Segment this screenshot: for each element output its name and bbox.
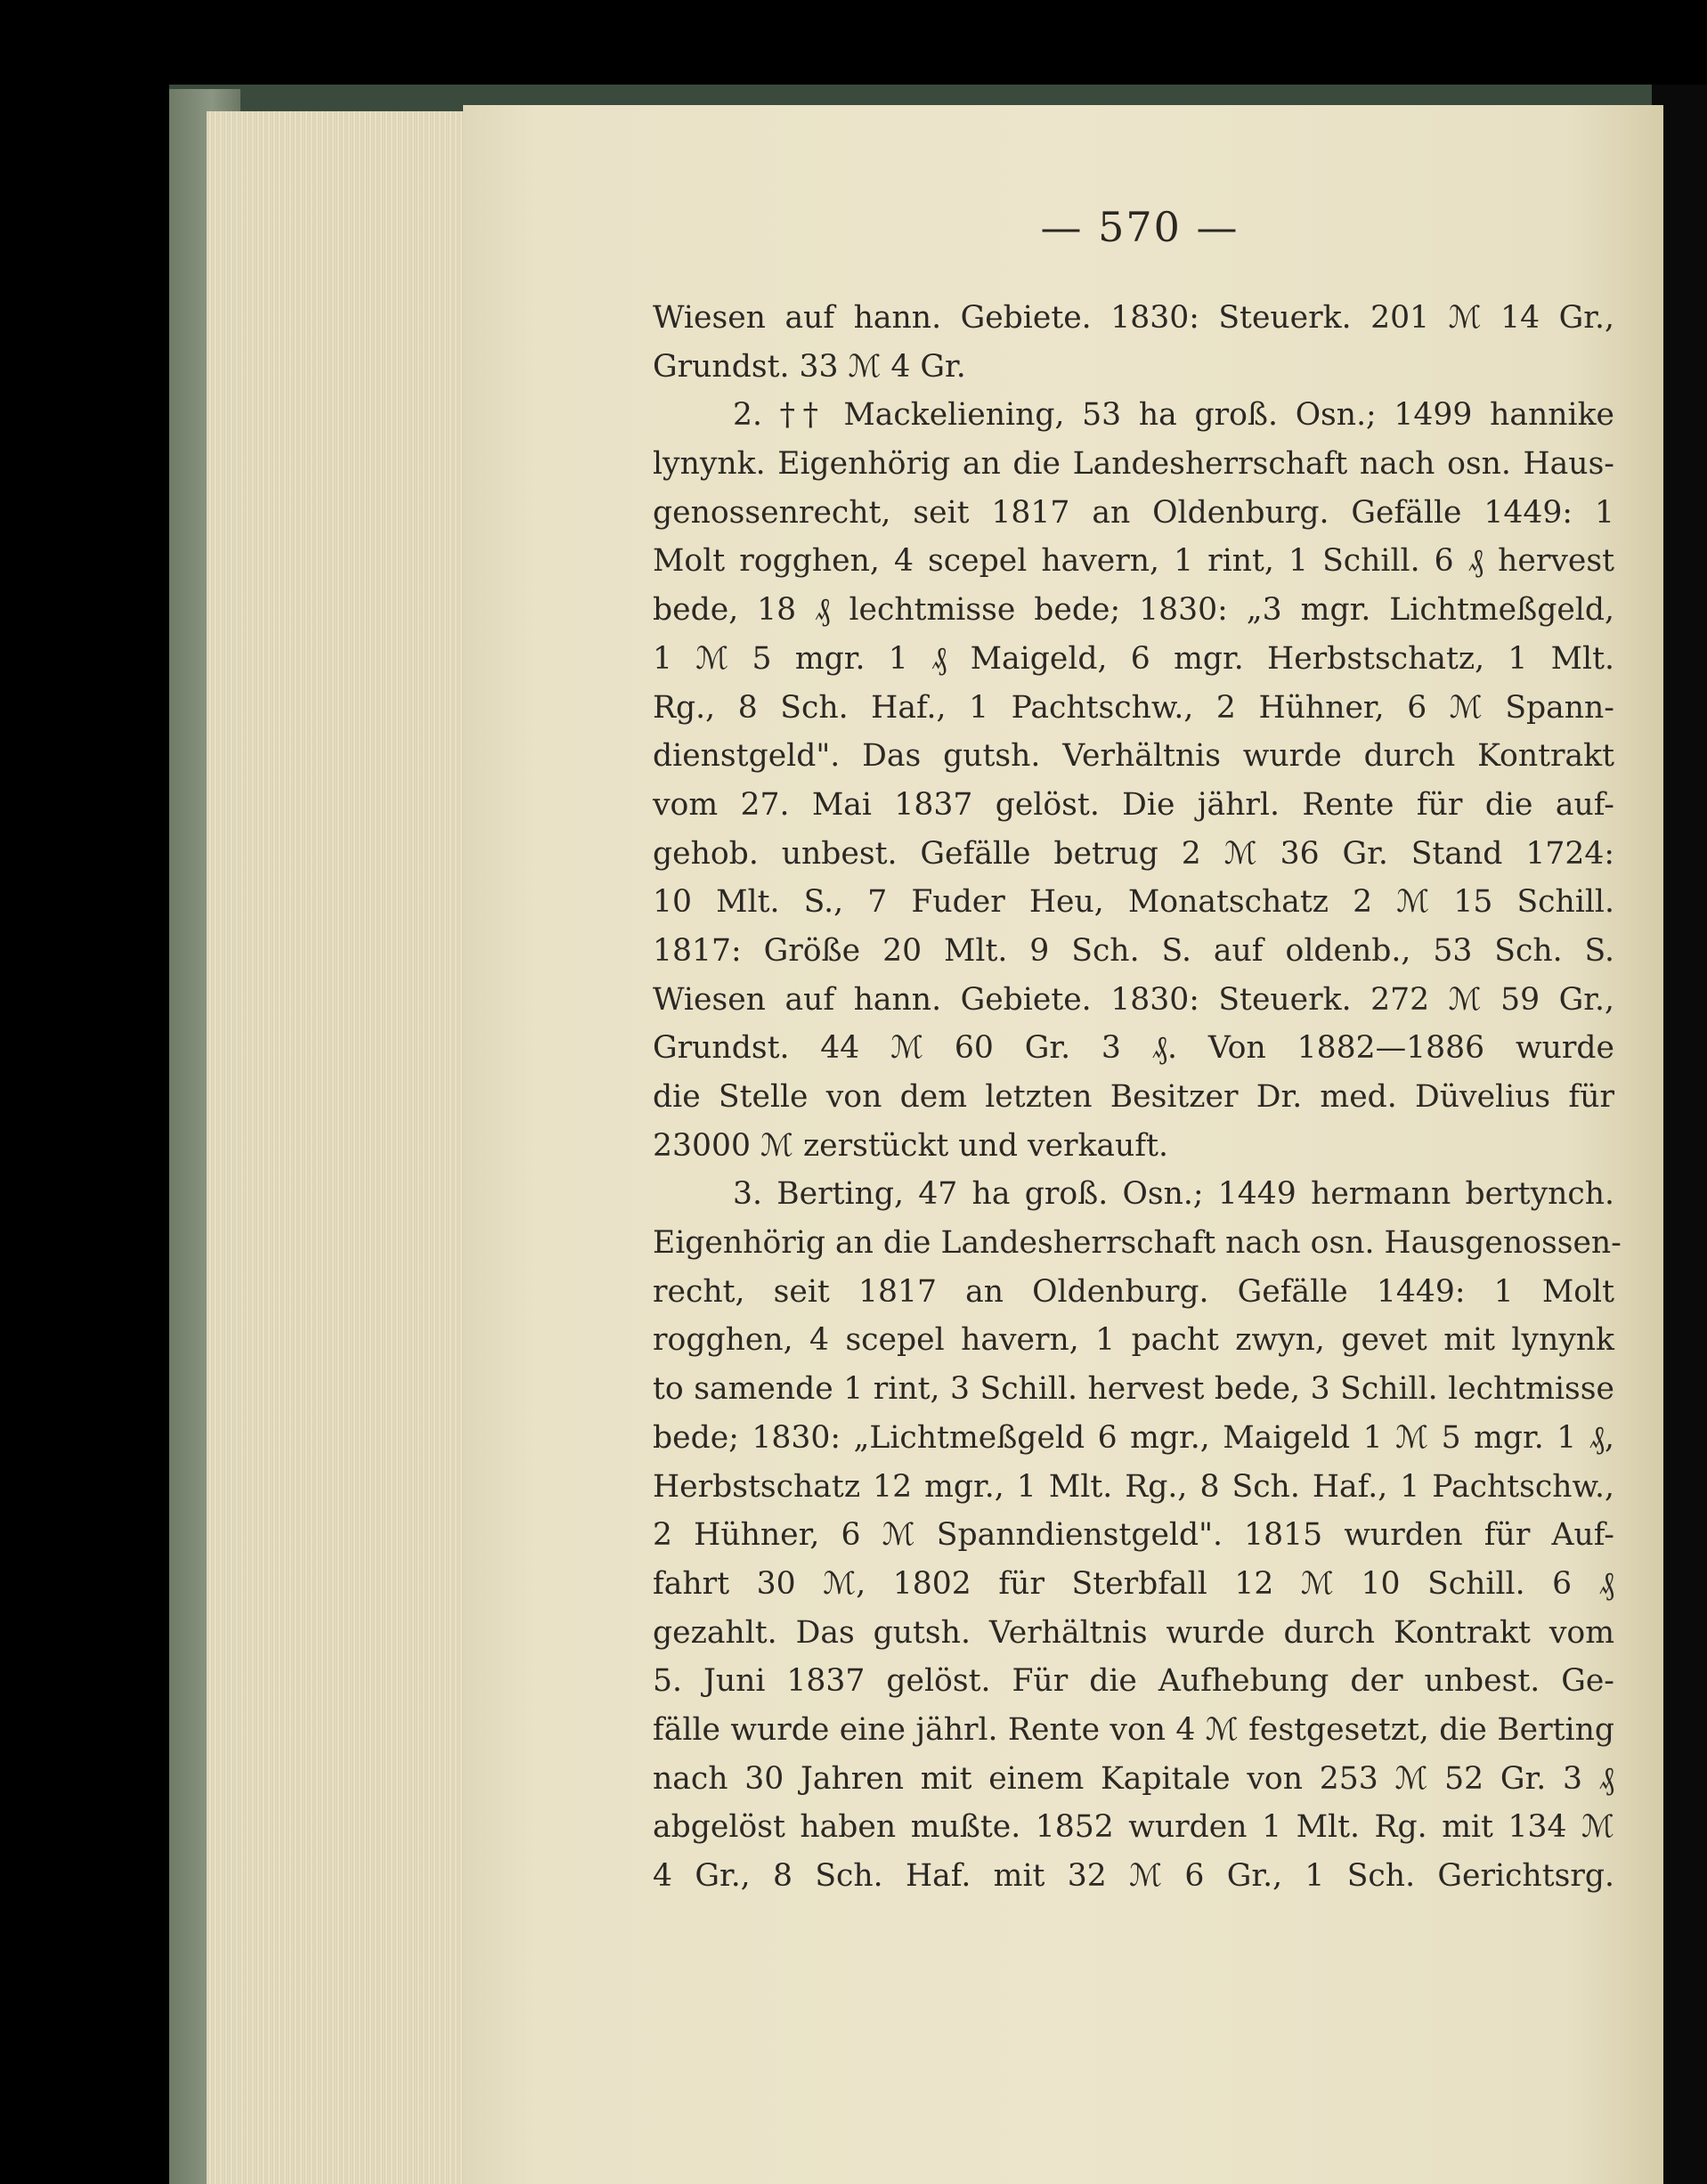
text-line: 2 Hühner, 6 ℳ Spanndienstgeld". 1815 wurden für Auf-: [653, 1517, 1614, 1554]
text-line: Herbstschatz 12 mgr., 1 Mlt. Rg., 8 Sch. Haf., 1 Pachtschw.,: [653, 1468, 1614, 1505]
text-line: nach 30 Jahren mit einem Kapitale von 253 ℳ 52 Gr. 3 ₰: [653, 1760, 1614, 1797]
text-line: fälle wurde eine jährl. Rente von 4 ℳ festgesetzt, die Berting: [653, 1711, 1614, 1748]
text-line: 1817: Größe 20 Mlt. 9 Sch. S. auf oldenb., 53 Sch. S.: [653, 932, 1614, 969]
text-line: to samende 1 rint, 3 Schill. hervest bede, 3 Schill. lechtmisse: [653, 1371, 1614, 1408]
text-line: rogghen, 4 scepel havern, 1 pacht zwyn, gevet mit lynynk: [653, 1322, 1614, 1359]
text-line: genossenrecht, seit 1817 an Oldenburg. Gefälle 1449: 1: [653, 494, 1614, 531]
text-line: 3. Berting, 47 ha groß. Osn.; 1449 hermann bertynch.: [733, 1176, 1614, 1213]
text-line: Wiesen auf hann. Gebiete. 1830: Steuerk. 201 ℳ 14 Gr.,: [653, 300, 1614, 336]
text-line: 10 Mlt. S., 7 Fuder Heu, Monatschatz 2 ℳ 15 Schill.: [653, 884, 1614, 921]
page-edges: [207, 111, 468, 2184]
text-line: dienstgeld". Das gutsh. Verhältnis wurde durch Kontrakt: [653, 738, 1614, 775]
text-line: Grundst. 33 ℳ 4 Gr.: [653, 348, 966, 385]
text-line: recht, seit 1817 an Oldenburg. Gefälle 1449: 1 Molt: [653, 1273, 1614, 1310]
text-line: Eigenhörig an die Landesherrschaft nach osn. Hausgenossen-: [653, 1225, 1622, 1262]
text-line: 4 Gr., 8 Sch. Haf. mit 32 ℳ 6 Gr., 1 Sch. Gerichtsrg.: [653, 1858, 1614, 1894]
text-line: 2. †† Mackeliening, 53 ha groß. Osn.; 1499 hannike: [733, 397, 1614, 434]
text-line: Molt rogghen, 4 scepel havern, 1 rint, 1 Schill. 6 ₰ hervest: [653, 543, 1614, 580]
text-line: vom 27. Mai 1837 gelöst. Die jährl. Rente für die auf-: [653, 786, 1614, 823]
text-line: 1 ℳ 5 mgr. 1 ₰ Maigeld, 6 mgr. Herbstschatz, 1 Mlt.: [653, 640, 1614, 677]
text-line: gehob. unbest. Gefälle betrug 2 ℳ 36 Gr. Stand 1724:: [653, 835, 1614, 872]
text-line: 5. Juni 1837 gelöst. Für die Aufhebung der unbest. Ge-: [653, 1663, 1614, 1700]
text-line: Wiesen auf hann. Gebiete. 1830: Steuerk. 272 ℳ 59 Gr.,: [653, 981, 1614, 1018]
text-line: fahrt 30 ℳ, 1802 für Sterbfall 12 ℳ 10 Schill. 6 ₰: [653, 1565, 1614, 1602]
text-line: lynynk. Eigenhörig an die Landesherrschaft nach osn. Haus-: [653, 446, 1614, 483]
page-number: — 570 —: [1040, 203, 1240, 251]
page-body: [653, 294, 1622, 1901]
text-line: die Stelle von dem letzten Besitzer Dr. med. Düvelius für: [653, 1079, 1614, 1115]
text-line: bede, 18 ₰ lechtmisse bede; 1830: „3 mgr. Lichtmeßgeld,: [653, 592, 1614, 629]
text-line: gezahlt. Das gutsh. Verhältnis wurde durch Kontrakt vom: [653, 1614, 1614, 1651]
text-line: Grundst. 44 ℳ 60 Gr. 3 ₰. Von 1882—1886 wurde: [653, 1030, 1614, 1067]
text-line: 23000 ℳ zerstückt und verkauft.: [653, 1127, 1168, 1164]
text-line: Rg., 8 Sch. Haf., 1 Pachtschw., 2 Hühner, 6 ℳ Spann-: [653, 689, 1614, 726]
text-line: bede; 1830: „Lichtmeßgeld 6 mgr., Maigeld 1 ℳ 5 mgr. 1 ₰,: [653, 1419, 1614, 1456]
text-line: abgelöst haben mußte. 1852 wurden 1 Mlt. Rg. mit 134 ℳ: [653, 1809, 1614, 1846]
